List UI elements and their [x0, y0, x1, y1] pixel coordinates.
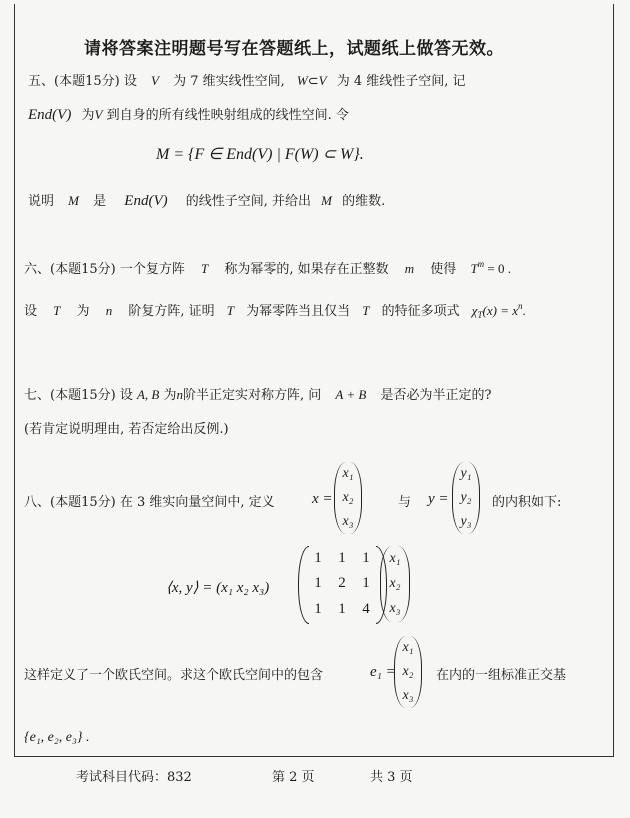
q8-e1-label: e₁ = — [370, 664, 396, 680]
header-instruction: 请将答案注明题号写在答题纸上，试题纸上做答无效。 — [84, 39, 504, 59]
q8-line1-text: 八、(本题15分) 在 3 维实向量空间中, 定义 — [24, 495, 275, 510]
q8-matrix: 1 1 1 1 2 1 1 1 4 — [314, 550, 370, 617]
q8-x-vector-entries: x₁ x₂ x₃ — [342, 466, 354, 529]
q5-formula: M = {F ∈ End(V) | F(W) ⊂ W}. — [156, 146, 364, 163]
q8-y-label: y = — [428, 491, 449, 507]
q7-line1: 七、(本题15分) 设 A, B 为n阶半正定实对称方阵, 问 A + B 是否必为半正定的? — [24, 387, 492, 403]
q8-line3-text: 这样定义了一个欧氏空间。求这个欧氏空间中的包含 — [24, 668, 324, 683]
q8-rhs-vector-entries: x₁ x₂ x₃ — [389, 550, 401, 617]
footer-subject-code: 考试科目代码：832 — [76, 770, 192, 785]
q8-x-label: x = — [312, 491, 333, 507]
q8-line3-end: 在内的一组标准正交基 — [436, 668, 567, 683]
q8-line1-end: 的内积如下: — [492, 495, 562, 510]
q8-e1-vector-entries: x₁ x₂ x₃ — [402, 640, 414, 703]
q6-line1: 六、(本题15分) 一个复方阵 T 称为幂零的, 如果存在正整数 m 使得 $T^m = 0$ . — [24, 259, 512, 277]
q5-line3: 说明 M 是 End(V) 的线性子空间, 并给出 M 的维数. — [28, 193, 386, 209]
q8-and: 与 — [398, 495, 412, 510]
footer-page-number: 第 2 页 — [272, 770, 315, 785]
q5-line2: End(V) 为V 到自身的所有线性映射组成的线性空间. 令 — [28, 107, 349, 123]
q8-basis: {e₁, e₂, e₃} . — [24, 730, 90, 745]
footer-total-pages: 共 3 页 — [370, 770, 413, 785]
q7-line2: (若肯定说明理由, 若否定给出反例.) — [24, 422, 229, 437]
q8-y-vector-entries: y₁ y₂ y₃ — [460, 466, 472, 529]
q8-inner-lhs: ⟨x, y⟩ = (x₁ x₂ x₃) — [166, 580, 270, 596]
q6-line2: 设 T 为 n 阶复方阵, 证明 T 为幂零阵当且仅当 T 的特征多项式 $\chi_T(x) = x^n$. — [24, 301, 526, 320]
q5-line1: 五、(本题15分) 设 V 为 7 维实线性空间, W⊂V 为 4 维线性子空间, 记 — [28, 73, 466, 89]
